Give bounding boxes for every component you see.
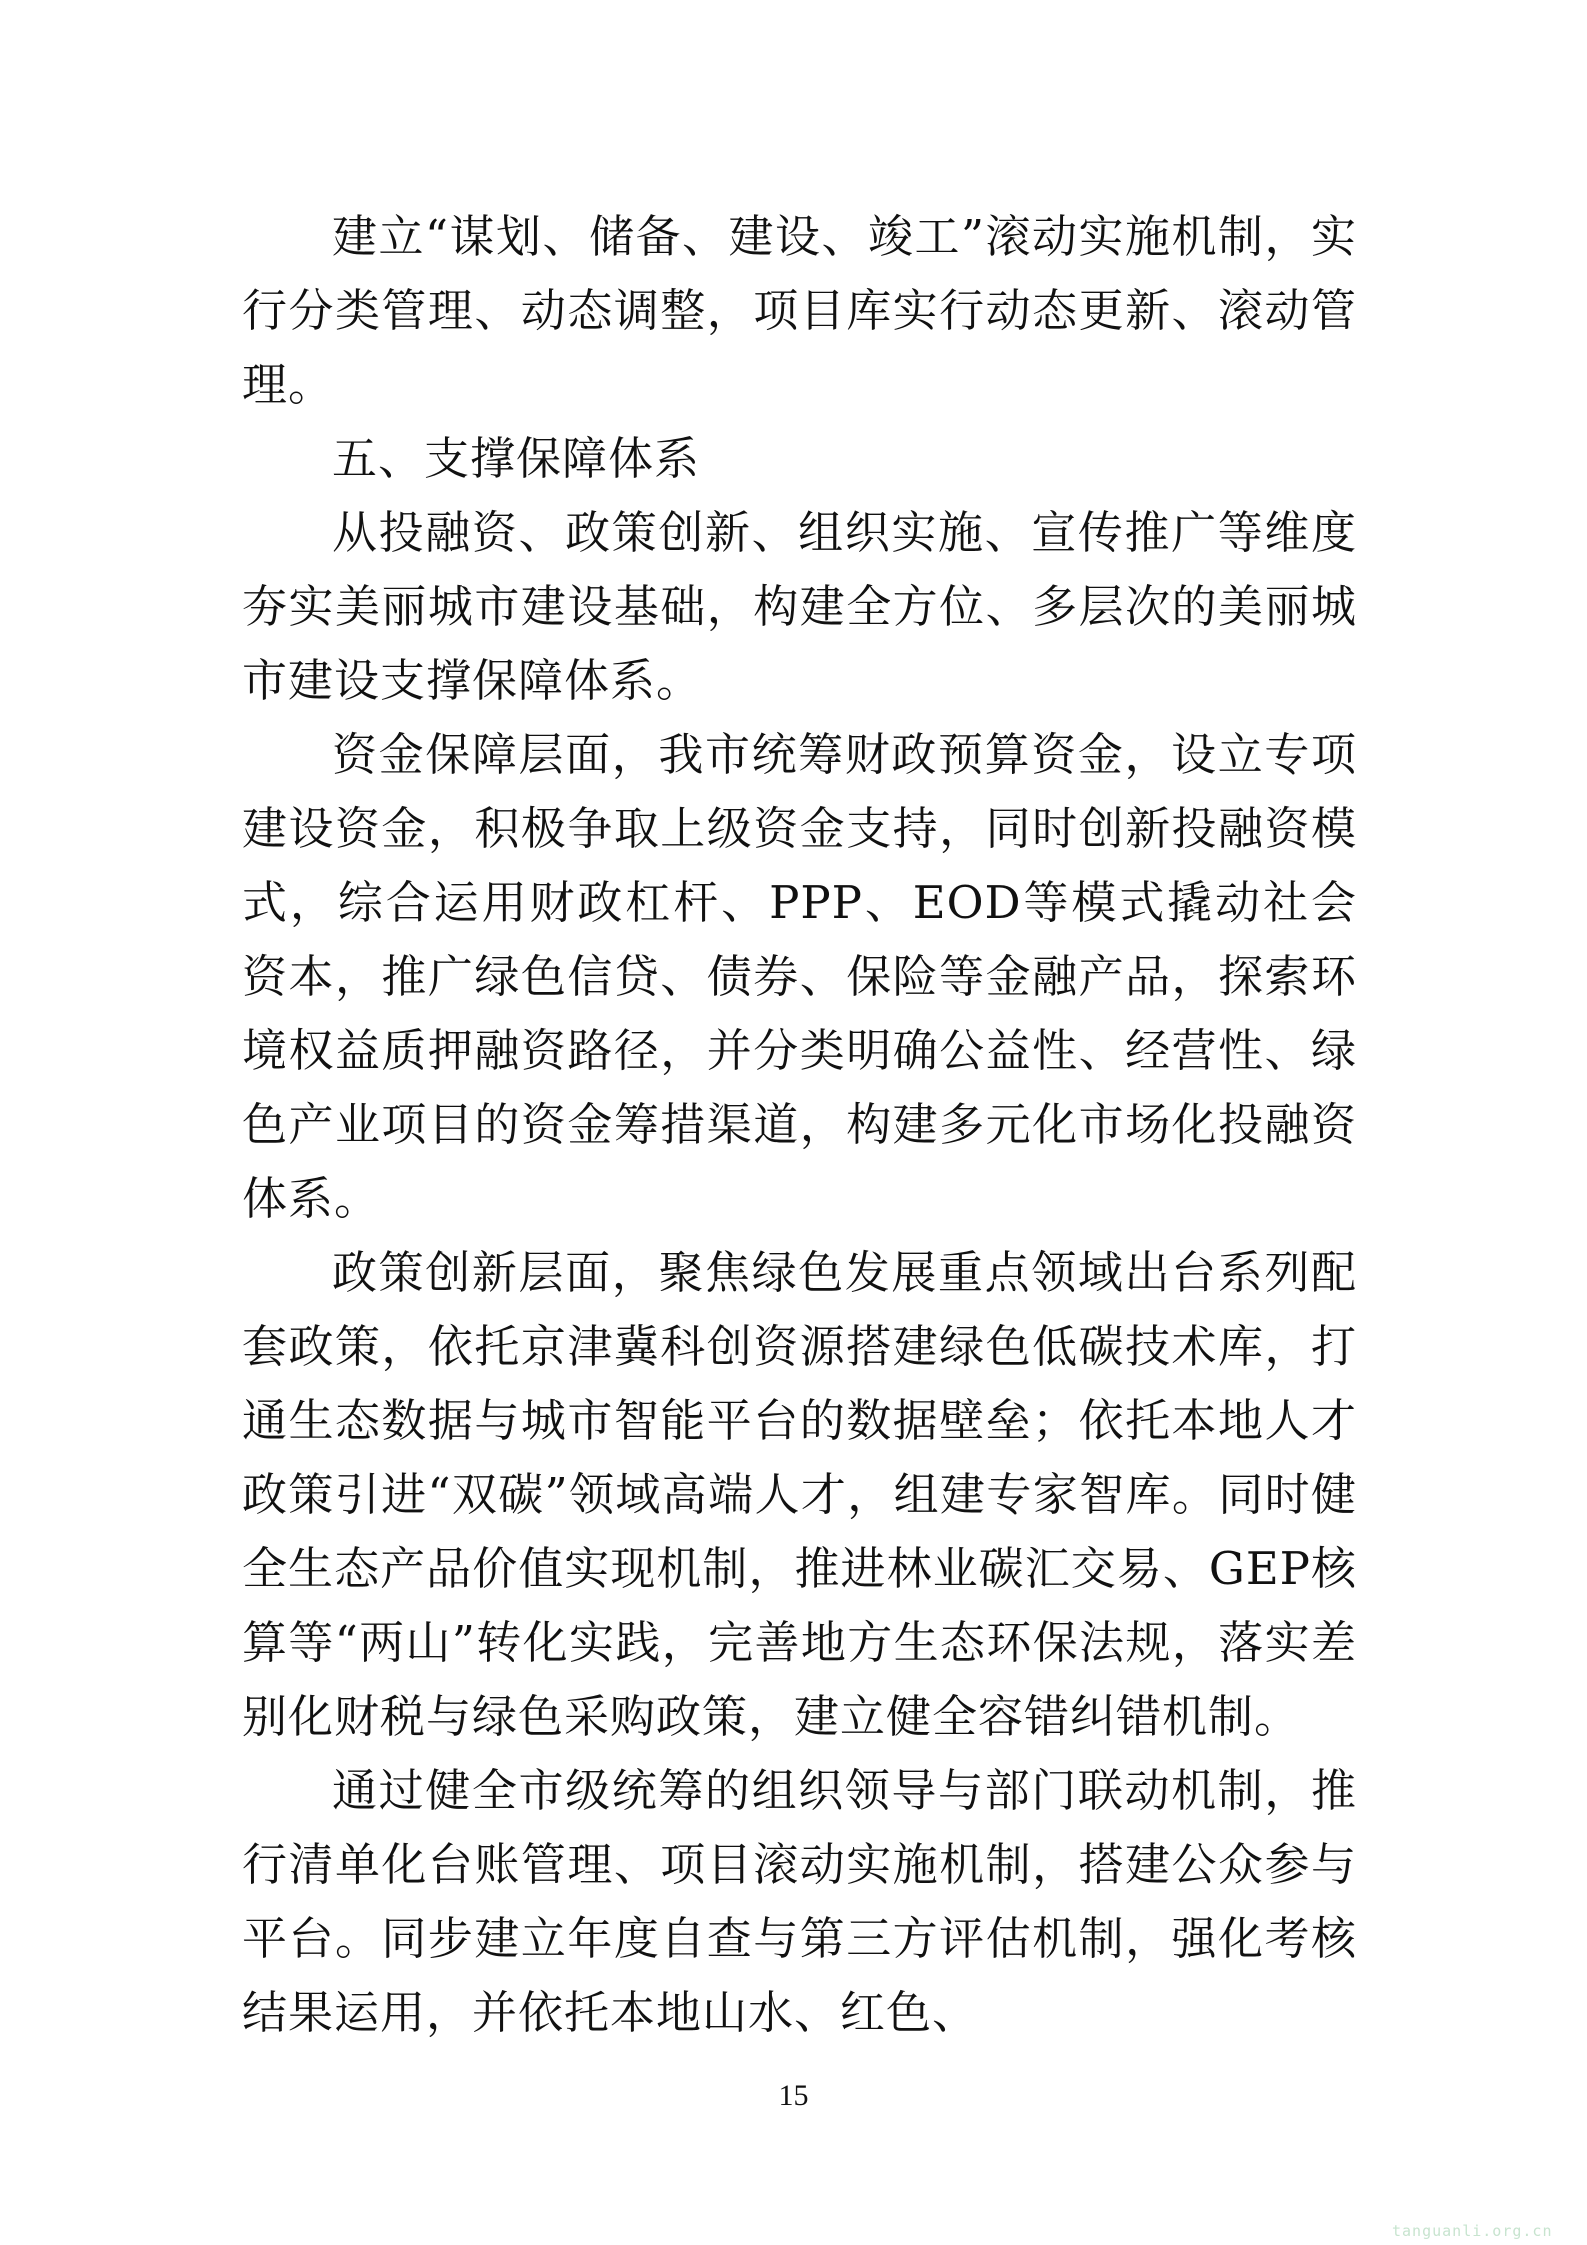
page-number: 15 bbox=[778, 2079, 809, 2112]
paragraph-organization: 通过健全市级统筹的组织领导与部门联动机制，推行清单化台账管理、项目滚动实施机制，搭建公众参与平台。同步建立年度自查与第三方评估机制，强化考核结果运用，并依托本地山水、红色、 bbox=[242, 1764, 1357, 2039]
paragraph-policy-innovation: 政策创新层面，聚焦绿色发展重点领域出台系列配套政策，依托京津冀科创资源搭建绿色低碳技术库，打通生态数据与城市智能平台的数据壁垒；依托本地人才政策引进“双碳”领域高端人才，组建专家智库。同时健全生态产品价值实现机制，推进林业碳汇交易、GEP核算等“两山”转化实践，完善地方生态环保法规，落实差别化财税与绿色采购政策，建立健全容错纠错机制。 bbox=[242, 1246, 1357, 1743]
section-heading: 五、支撑保障体系 bbox=[332, 432, 701, 485]
watermark-text: tanguanli.org.cn bbox=[1392, 2222, 1553, 2240]
paragraph-rolling-mechanism: 建立“谋划、储备、建设、竣工”滚动实施机制，实行分类管理、动态调整，项目库实行动态更新、滚动管理。 bbox=[242, 210, 1357, 411]
paragraph-support-overview: 从投融资、政策创新、组织实施、宣传推广等维度夯实美丽城市建设基础，构建全方位、多层次的美丽城市建设支撑保障体系。 bbox=[242, 506, 1357, 707]
paragraph-funding-guarantee: 资金保障层面，我市统筹财政预算资金，设立专项建设资金，积极争取上级资金支持，同时创新投融资模式，综合运用财政杠杆、PPP、EOD等模式撬动社会资本，推广绿色信贷、债券、保险等金融产品，探索环境权益质押融资路径，并分类明确公益性、经营性、绿色产业项目的资金筹措渠道，构建多元化市场化投融资体系。 bbox=[242, 728, 1357, 1225]
document-body bbox=[242, 200, 1357, 2050]
